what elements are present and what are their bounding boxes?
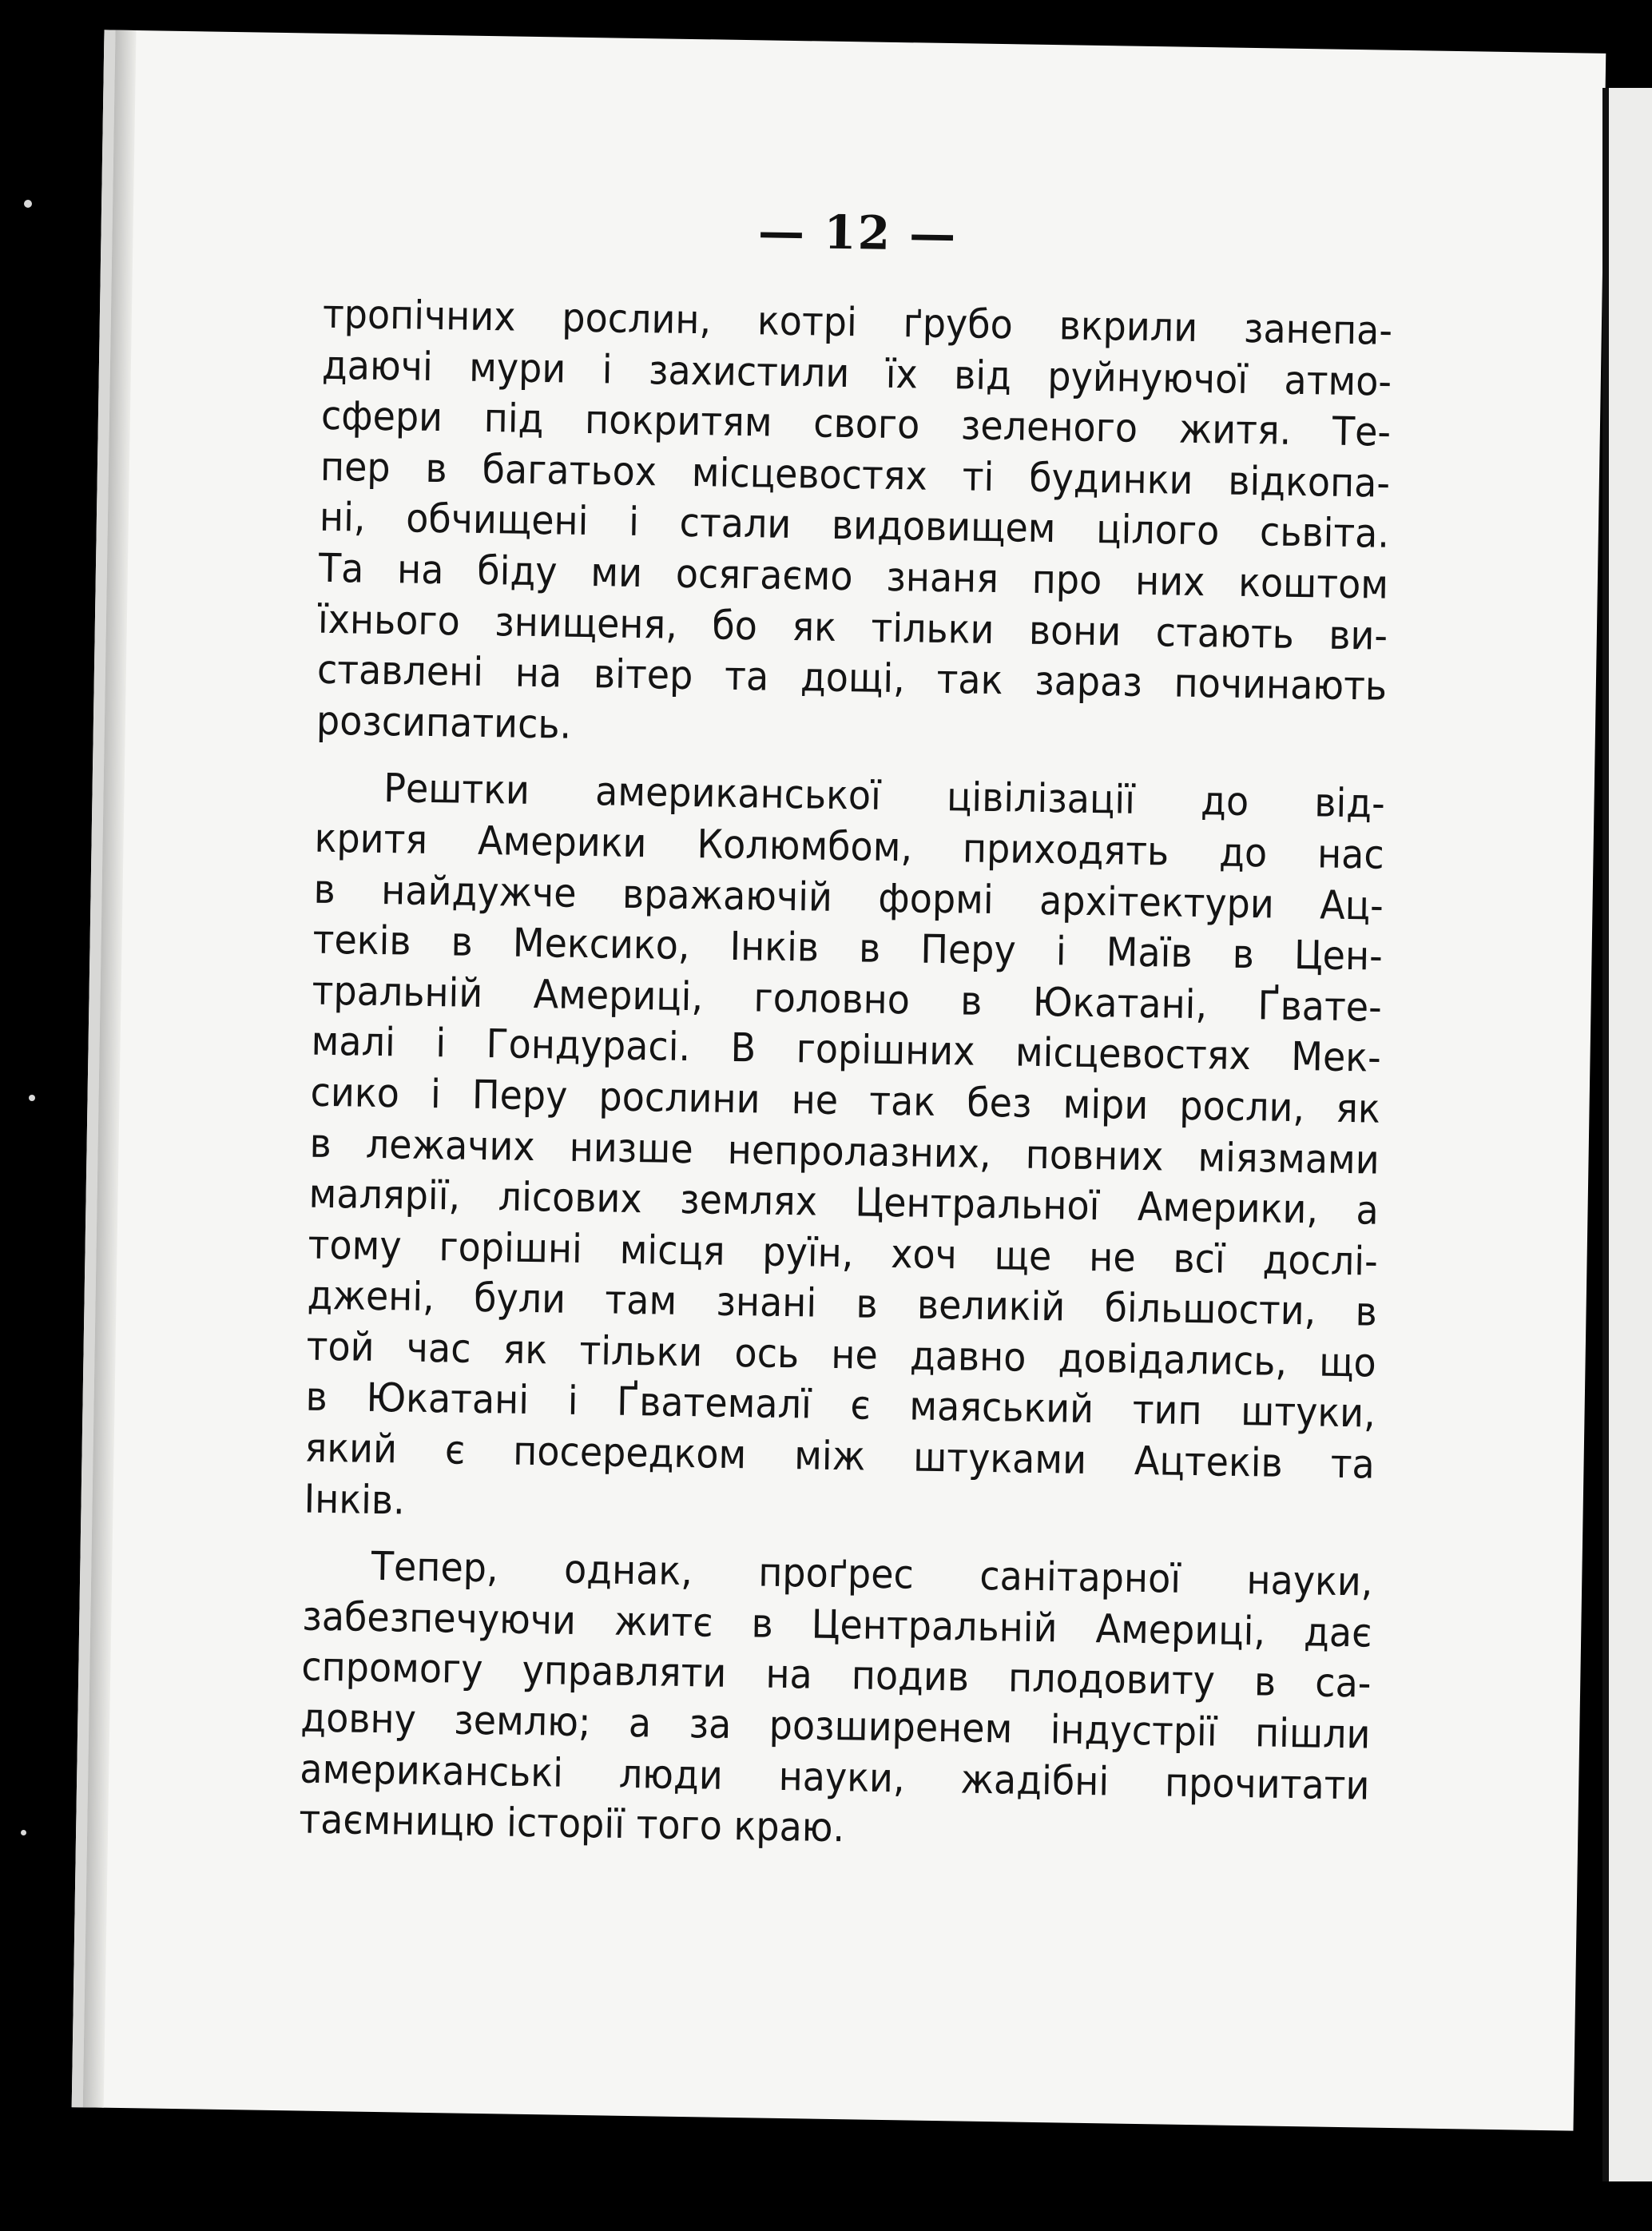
text-line: в лежачих низше непролазних, повних міязмами: [309, 1119, 1380, 1183]
text-line: малі і Гондурасі. В горішних місцевостях Мек-: [311, 1017, 1382, 1081]
text-line: теків в Мексико, Інків в Перу і Маїв в Цен-: [312, 916, 1384, 980]
text-line: ні, обчищені і стали видовищем цілого сьвіта.: [319, 494, 1390, 558]
page-number: — 12 —: [757, 204, 958, 262]
text-line: тральній Америці, головно в Юкатані, Ґвате-: [312, 967, 1383, 1031]
text-line: в найдужче вражаючій формі архітектури Ац-: [313, 865, 1384, 929]
dust-speck: [29, 1095, 35, 1101]
text-line: Та на біду ми осягаємо знаня про них коштом: [318, 544, 1389, 608]
text-line: Інків.: [304, 1475, 406, 1524]
paragraph: [304, 762, 1385, 1541]
text-line: малярії, лісових землях Центральної Америки, а: [308, 1170, 1380, 1234]
text-line: критя Америки Колюмбом, приходять до нас: [314, 814, 1385, 878]
text-line: спромогу управляти на подив плодовиту в са-: [300, 1643, 1372, 1707]
text-line: їхнього знищеня, бо як тільки вони стають ви-: [317, 595, 1388, 659]
text-line: даючі мури і захистили їх від руйнуючої атмо-: [321, 341, 1392, 405]
book-page: [72, 30, 1606, 2130]
text-line: довну землю; а за розширенем індустрії пішли: [300, 1694, 1371, 1758]
dust-speck: [24, 200, 32, 208]
text-line: який є посередком між штуками Ацтеків та: [304, 1424, 1376, 1488]
dust-speck: [21, 1830, 26, 1835]
text-line: джені, були там знані в великій більшости, в: [307, 1271, 1378, 1335]
text-line: в Юкатані і Ґватемалї є маяський тип штуки,: [305, 1374, 1376, 1438]
text-line: американські люди науки, жадібні прочитати: [299, 1745, 1370, 1809]
paragraph: [299, 1541, 1373, 1863]
next-page-edge: [1602, 88, 1652, 2181]
text-line: Тепер, однак, проґрес санітарної науки,: [371, 1543, 1373, 1605]
text-line: ставлені на вітер та дощі, так зараз починають: [316, 646, 1388, 710]
text-line: той час як тільки ось не давно довідались, що: [306, 1322, 1377, 1386]
text-line: тому горішні місця руїн, хоч ще не всї дослі-: [308, 1221, 1379, 1285]
paragraph: [316, 289, 1392, 763]
text-line: забезпечуючи житє в Центральній Америці, дає: [301, 1593, 1372, 1656]
text-line: розсипатись.: [316, 697, 572, 748]
binding-shadow: [83, 30, 137, 2108]
body-text: [299, 289, 1393, 1863]
text-line: пер в багатьох місцевостях ті будинки відкопа-: [320, 443, 1391, 507]
text-line: сфери під покритям свого зеленого житя. Те-: [320, 392, 1392, 455]
text-line: Рештки американської цівілізації до від-: [383, 765, 1386, 828]
text-line: тропічних рослин, котрі ґрубо вкрили занепа-: [322, 290, 1393, 354]
text-line: сико і Перу рослини не так без міри росли, як: [310, 1068, 1381, 1132]
text-line: таємницю історії того краю.: [298, 1796, 845, 1851]
